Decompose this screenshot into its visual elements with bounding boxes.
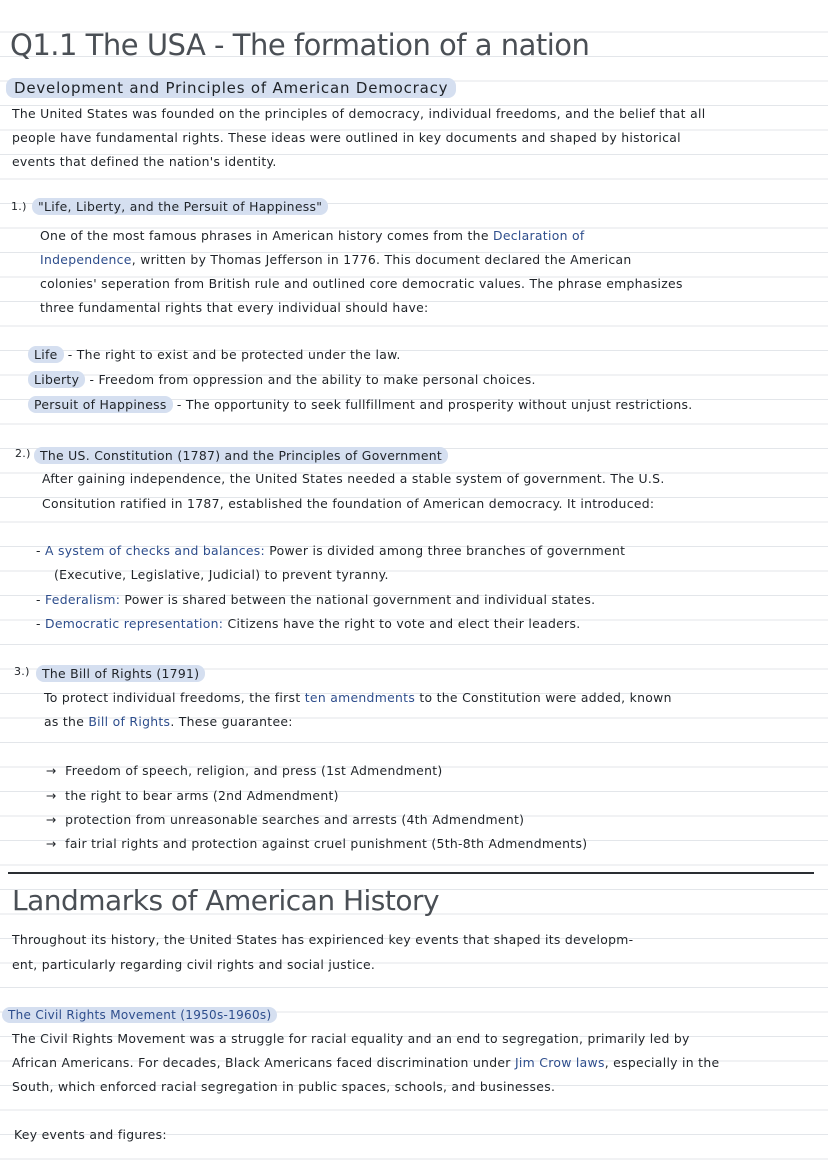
paragraph-line bbox=[12, 1055, 719, 1070]
arrow-text: Freedom of speech, religion, and press (1st Admendment) bbox=[65, 763, 443, 778]
topic-heading-text: "Life, Liberty, and the Persuit of Happiness" bbox=[32, 198, 328, 215]
right-item bbox=[28, 347, 401, 362]
intro-line: events that defined the nation's identity. bbox=[12, 154, 277, 169]
paragraph-line bbox=[44, 714, 293, 729]
topic-heading-text: The Bill of Rights (1791) bbox=[36, 665, 205, 682]
paragraph-line: ent, particularly regarding civil rights and social justice. bbox=[12, 957, 376, 972]
intro-line: The United States was founded on the principles of democracy, individual freedoms, and the belief that all bbox=[12, 106, 706, 121]
term-declaration: Declaration of bbox=[493, 228, 585, 243]
arrow-item bbox=[46, 763, 443, 778]
paragraph-line: The Civil Rights Movement was a struggle for racial equality and an end to segregation, primarily led by bbox=[12, 1031, 690, 1046]
arrow-text: protection from unreasonable searches and arrests (4th Admendment) bbox=[65, 812, 525, 827]
subsection-heading bbox=[2, 1004, 277, 1023]
bullet-desc: Power is divided among three branches of government bbox=[269, 543, 626, 558]
bullet-term: Federalism: bbox=[45, 592, 121, 607]
section-heading-democracy bbox=[6, 78, 456, 97]
paragraph-line: colonies' seperation from British rule and outlined core democratic values. The phrase emphasizes bbox=[40, 276, 683, 291]
paragraph-line bbox=[40, 228, 585, 243]
dash: - bbox=[36, 592, 41, 607]
bullet-term: A system of checks and balances: bbox=[45, 543, 265, 558]
bullet-term: Democratic representation: bbox=[45, 616, 224, 631]
paragraph-line: Consitution ratified in 1787, established the foundation of American democracy. It introduced: bbox=[42, 496, 655, 511]
text: To protect individual freedoms, the first bbox=[44, 690, 301, 705]
right-desc: - Freedom from oppression and the ability to make personal choices. bbox=[89, 372, 536, 387]
topic-number: 3.) bbox=[14, 665, 30, 678]
section-divider bbox=[8, 872, 814, 874]
bullet-item bbox=[36, 592, 595, 607]
topic-heading bbox=[36, 663, 205, 682]
subsection-heading-text: The Civil Rights Movement (1950s-1960s) bbox=[2, 1007, 277, 1023]
arrow-icon: → bbox=[46, 812, 57, 827]
text: , especially in the bbox=[604, 1055, 720, 1070]
term-ten-amendments: ten amendments bbox=[304, 690, 416, 705]
paragraph-line: Throughout its history, the United States has expirienced key events that shaped its developm- bbox=[12, 932, 634, 947]
text: , written by Thomas Jefferson in 1776. This document declared the American bbox=[131, 252, 632, 267]
arrow-icon: → bbox=[46, 763, 57, 778]
dash: - bbox=[36, 543, 41, 558]
arrow-text: the right to bear arms (2nd Admendment) bbox=[65, 788, 339, 803]
bullet-continuation: (Executive, Legislative, Judicial) to prevent tyranny. bbox=[54, 567, 389, 582]
dash: - bbox=[36, 616, 41, 631]
topic-heading-text: The US. Constitution (1787) and the Principles of Government bbox=[34, 447, 448, 464]
section-heading-text: Development and Principles of American Democracy bbox=[6, 78, 456, 98]
right-term: Life bbox=[28, 346, 64, 363]
arrow-icon: → bbox=[46, 836, 57, 851]
paragraph-line: South, which enforced racial segregation in public spaces, schools, and businesses. bbox=[12, 1079, 556, 1094]
section-title: Landmarks of American History bbox=[12, 884, 440, 917]
paragraph-line: three fundamental rights that every individual should have: bbox=[40, 300, 429, 315]
arrow-item bbox=[46, 788, 339, 803]
arrow-text: fair trial rights and protection against cruel punishment (5th-8th Admendments) bbox=[65, 836, 588, 851]
right-desc: - The opportunity to seek fullfillment and prosperity without unjust restrictions. bbox=[176, 397, 693, 412]
term-jim-crow: Jim Crow laws bbox=[514, 1055, 605, 1070]
paragraph-line bbox=[40, 252, 632, 267]
topic-number: 2.) bbox=[15, 447, 31, 460]
bullet-item bbox=[36, 543, 625, 558]
right-item bbox=[28, 397, 692, 412]
bullet-item bbox=[36, 616, 580, 631]
right-desc: - The right to exist and be protected under the law. bbox=[67, 347, 401, 362]
text: One of the most famous phrases in American history comes from the bbox=[40, 228, 489, 243]
topic-heading bbox=[32, 196, 328, 215]
term-independence: Independence bbox=[40, 252, 132, 267]
topic-heading bbox=[34, 445, 448, 464]
key-events-label: Key events and figures: bbox=[14, 1127, 167, 1142]
bullet-desc: Power is shared between the national government and individual states. bbox=[124, 592, 596, 607]
text: to the Constitution were added, known bbox=[419, 690, 672, 705]
bullet-desc: Citizens have the right to vote and elect their leaders. bbox=[227, 616, 581, 631]
arrow-item bbox=[46, 812, 524, 827]
intro-line: people have fundamental rights. These ideas were outlined in key documents and shaped by historical bbox=[12, 130, 681, 145]
arrow-icon: → bbox=[46, 788, 57, 803]
text: . These guarantee: bbox=[170, 714, 293, 729]
term-bill-of-rights: Bill of Rights bbox=[88, 714, 171, 729]
right-term: Persuit of Happiness bbox=[28, 396, 173, 413]
text: African Americans. For decades, Black Americans faced discrimination under bbox=[12, 1055, 511, 1070]
right-item bbox=[28, 372, 536, 387]
paragraph-line: After gaining independence, the United States needed a stable system of government. The U.S. bbox=[42, 471, 665, 486]
arrow-item bbox=[46, 836, 587, 851]
paragraph-line bbox=[44, 690, 672, 705]
page-title: Q1.1 The USA - The formation of a nation bbox=[10, 28, 590, 62]
topic-number: 1.) bbox=[11, 200, 27, 213]
text: as the bbox=[44, 714, 85, 729]
right-term: Liberty bbox=[28, 371, 85, 388]
